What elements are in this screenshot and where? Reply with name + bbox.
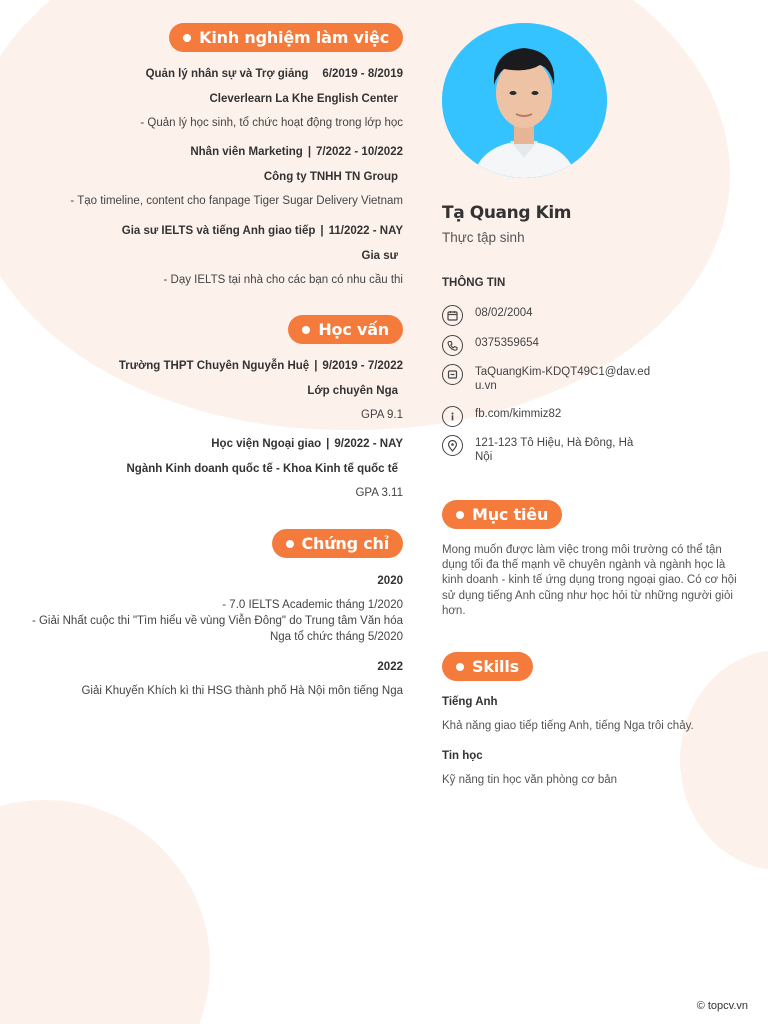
birthday-text: 08/02/2004	[475, 307, 533, 319]
bullet-dot	[302, 326, 310, 334]
certificates-heading-label: Chứng chỉ	[301, 534, 389, 553]
info-icon	[442, 406, 463, 427]
education-date: 9/2019 - 7/2022	[322, 360, 403, 372]
skills-heading-label: Skills	[472, 657, 519, 676]
education-date: 9/2022 - NAY	[334, 438, 403, 450]
experience-heading-label: Kinh nghiệm làm việc	[199, 28, 389, 47]
certificate-line: Nga tổ chức tháng 5/2020	[269, 631, 403, 643]
address-text: 121-123 Tô Hiệu, Hà Đông, Hà Nội	[475, 437, 634, 463]
candidate-name: Tạ Quang Kim	[442, 203, 572, 223]
calendar-icon	[442, 305, 463, 326]
education-heading	[288, 315, 403, 344]
skill-name: Tin học	[442, 750, 483, 762]
certificate-line: Giải Khuyến Khích kì thi HSG thành phố Hà Nội môn tiếng Nga	[81, 685, 403, 697]
info-birthday	[442, 305, 655, 326]
experience-role: Quản lý nhân sự và Trợ giảng	[145, 68, 309, 80]
certificate-year: 2022	[377, 661, 403, 673]
experience-item-3-header: Gia sư IELTS và tiếng Anh giao tiếp | 11/2022 - NAY	[121, 225, 403, 237]
education-school: Trường THPT Chuyên Nguyễn Huệ	[118, 360, 310, 372]
education-school: Học viện Ngoại giao	[211, 438, 322, 450]
experience-role: Gia sư IELTS và tiếng Anh giao tiếp	[121, 225, 316, 237]
info-email	[442, 364, 655, 393]
phone-icon	[442, 335, 463, 356]
background-shape-bottom-left	[0, 800, 210, 1024]
experience-company: Cleverlearn La Khe English Center	[209, 93, 398, 105]
background-shape-bottom-right	[680, 650, 768, 870]
candidate-title: Thực tập sinh	[442, 230, 525, 245]
skill-description: Kỹ năng tin học văn phòng cơ bản	[442, 774, 618, 786]
skills-heading	[442, 652, 533, 681]
portrait-image	[442, 23, 607, 178]
bullet-dot	[286, 540, 294, 548]
skill-description: Khả năng giao tiếp tiếng Anh, tiếng Nga trôi chảy.	[442, 720, 694, 732]
experience-date: 7/2022 - 10/2022	[316, 146, 403, 158]
email-text[interactable]: TaQuangKim-KDQT49C1@dav.edu.vn	[475, 366, 651, 392]
education-heading-label: Học vấn	[318, 320, 389, 339]
experience-date: 11/2022 - NAY	[328, 225, 403, 237]
objective-text: Mong muốn được làm việc trong môi trường có thể tận dụng tối đa thế mạnh về chuyên ngành và ngành học là kinh doanh - kinh tế ứng dụng trong ngoại giao. Có cơ hội sử dụng tiếng Anh cũng như học hỏi từ những người giỏi hơn.	[442, 544, 737, 617]
info-heading: THÔNG TIN	[442, 277, 506, 289]
experience-description: - Quản lý học sinh, tổ chức hoạt động trong lớp học	[140, 117, 403, 129]
bullet-dot	[183, 34, 191, 42]
email-icon	[442, 364, 463, 385]
info-address	[442, 435, 645, 464]
education-gpa: GPA 3.11	[355, 487, 403, 499]
footer-credit[interactable]: © topcv.vn	[696, 1000, 748, 1012]
info-facebook	[442, 406, 655, 427]
education-item-1-header: Trường THPT Chuyên Nguyễn Huệ | 9/2019 - 7/2022	[118, 360, 403, 372]
experience-heading	[169, 23, 403, 52]
experience-date: 6/2019 - 8/2019	[322, 68, 403, 80]
education-item-2-header: Học viện Ngoại giao | 9/2022 - NAY	[211, 438, 403, 450]
experience-item-1-header	[146, 67, 403, 81]
avatar	[442, 23, 607, 178]
info-phone	[442, 335, 655, 356]
experience-role: Nhân viên Marketing	[190, 146, 303, 158]
education-major: Lớp chuyên Nga	[307, 385, 398, 397]
education-major: Ngành Kinh doanh quốc tế - Khoa Kinh tế quốc tế	[126, 463, 398, 475]
experience-item-2-header: Nhân viên Marketing | 7/2022 - 10/2022	[190, 146, 403, 158]
certificate-line: - 7.0 IELTS Academic tháng 1/2020	[222, 599, 403, 611]
phone-text: 0375359654	[475, 337, 539, 349]
objective-heading-label: Mục tiêu	[472, 505, 549, 524]
experience-company: Công ty TNHH TN Group	[263, 171, 398, 183]
experience-description: - Dạy IELTS tại nhà cho các bạn có nhu cầu thi	[163, 274, 403, 286]
experience-description: - Tạo timeline, content cho fanpage Tiger Sugar Delivery Vietnam	[70, 195, 403, 207]
experience-company: Gia sư	[361, 250, 398, 262]
location-icon	[442, 435, 463, 456]
objective-heading	[442, 500, 562, 529]
skill-name: Tiếng Anh	[442, 696, 498, 708]
certificates-heading	[272, 529, 404, 558]
certificate-year: 2020	[377, 575, 403, 587]
bullet-dot	[456, 511, 464, 519]
bullet-dot	[456, 663, 464, 671]
education-gpa: GPA 9.1	[361, 409, 403, 421]
facebook-text[interactable]: fb.com/kimmiz82	[475, 408, 562, 420]
certificate-line: - Giải Nhất cuộc thi "Tìm hiểu về vùng Viễn Đông" do Trung tâm Văn hóa	[31, 615, 403, 627]
